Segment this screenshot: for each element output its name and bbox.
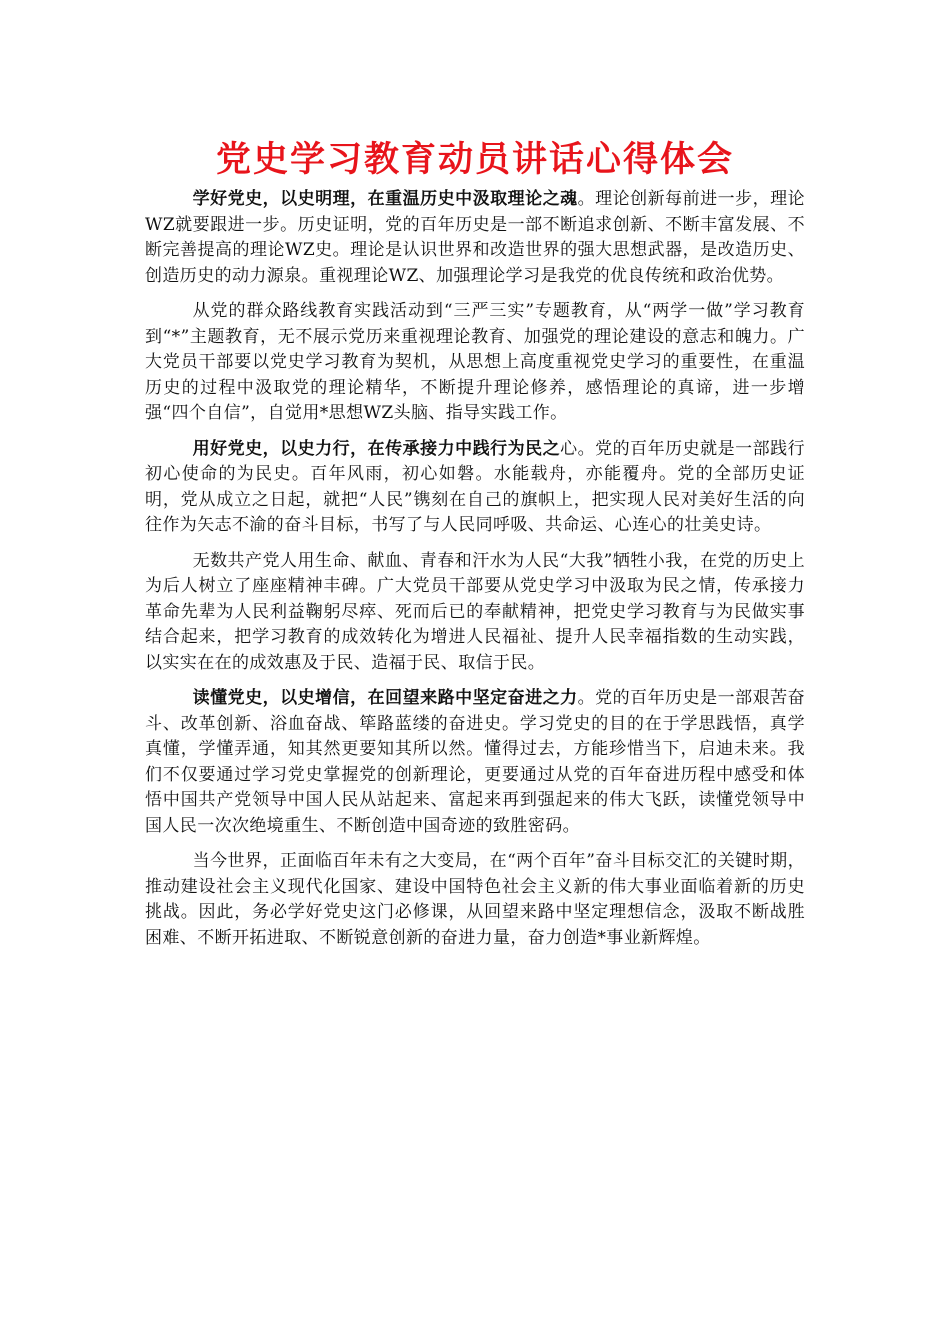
paragraph-6 xyxy=(145,849,805,951)
paragraph-lead: 学好党史，以史明理，在重温历史中汲取理论之魂 xyxy=(192,189,578,209)
document-body xyxy=(145,187,805,961)
paragraph-3 xyxy=(145,437,805,539)
page-title: 党史学习教育动员讲话心得体会 xyxy=(215,139,734,180)
paragraph-2 xyxy=(145,299,805,427)
paragraph-text: 。理论创新每前进一步，理论WZ就要跟进一步。历史证明，党的百年历史是一部不断追求创新、不断丰富发展、不断完善提高的理论WZ史。理论是认识世界和改造世界的强大思想武器，是改造历史、创造历史的动力源泉。重视理论WZ、加强理论学习是我党的优良传统和政治优势。 xyxy=(145,189,805,286)
paragraph-text: 从党的群众路线教育实践活动到“三严三实”专题教育，从“两学一做”学习教育到“*”主题教育，无不展示党历来重视理论教育、加强党的理论建设的意志和魄力。广大党员干部要以党史学习教育为契机，从思想上高度重视党史学习的重要性，在重温历史的过程中汲取党的理论精华，不断提升理论修养，感悟理论的真谛，进一步增强“四个自信”，自觉用*思想WZ头脑、指导实践工作。 xyxy=(145,301,805,423)
paragraph-text: 无数共产党人用生命、献血、青春和汗水为人民“大我”牺牲小我，在党的历史上为后人树立了座座精神丰碑。广大党员干部要从党史学习中汲取为民之情，传承接力革命先辈为人民利益鞠躬尽瘁、死而后已的奉献精神，把党史学习教育与为民做实事结合起来，把学习教育的成效转化为增进人民福祉、提升人民幸福指数的生动实践，以实实在在的成效惠及于民、造福于民、取信于民。 xyxy=(145,550,805,673)
paragraph-4 xyxy=(145,549,805,677)
paragraph-text: 心。党的百年历史就是一部践行初心使命的为民史。百年风雨，初心如磐。水能载舟，亦能覆舟。党的全部历史证明，党从成立之日起，就把“人民”镌刻在自己的旗帜上，把实现人民对美好生活的向往作为矢志不渝的奋斗目标，书写了与人民同呼吸、共命运、心连心的壮美史诗。 xyxy=(145,438,805,535)
paragraph-5 xyxy=(145,686,805,839)
paragraph-text: 。党的百年历史是一部艰苦奋斗、改革创新、浴血奋战、筚路蓝缕的奋进史。学习党史的目的在于学思践悟，真学真懂，学懂弄通，知其然更要知其所以然。懂得过去，方能珍惜当下，启迪未来。我们不仅要通过学习党史掌握党的创新理论，更要通过从党的百年奋进历程中感受和体悟中国共产党领导中国人民从站起来、富起来再到强起来的伟大飞跃，读懂党领导中国人民一次次绝境重生、不断创造中国奇迹的致胜密码。 xyxy=(145,688,805,836)
paragraph-text: 当今世界，正面临百年未有之大变局，在“两个百年”奋斗目标交汇的关键时期，推动建设社会主义现代化国家、建设中国特色社会主义新的伟大事业面临着新的历史挑战。因此，务必学好党史这门必修课，从回望来路中坚定理想信念，汲取不断战胜困难、不断开拓进取、不断锐意创新的奋进力量，奋力创造*事业新辉煌。 xyxy=(145,851,805,948)
paragraph-lead: 用好党史，以史力行，在传承接力中践行为民之 xyxy=(192,438,561,459)
paragraph-1 xyxy=(145,187,805,289)
paragraph-lead: 读懂党史，以史增信，在回望来路中坚定奋进之力 xyxy=(192,688,578,708)
